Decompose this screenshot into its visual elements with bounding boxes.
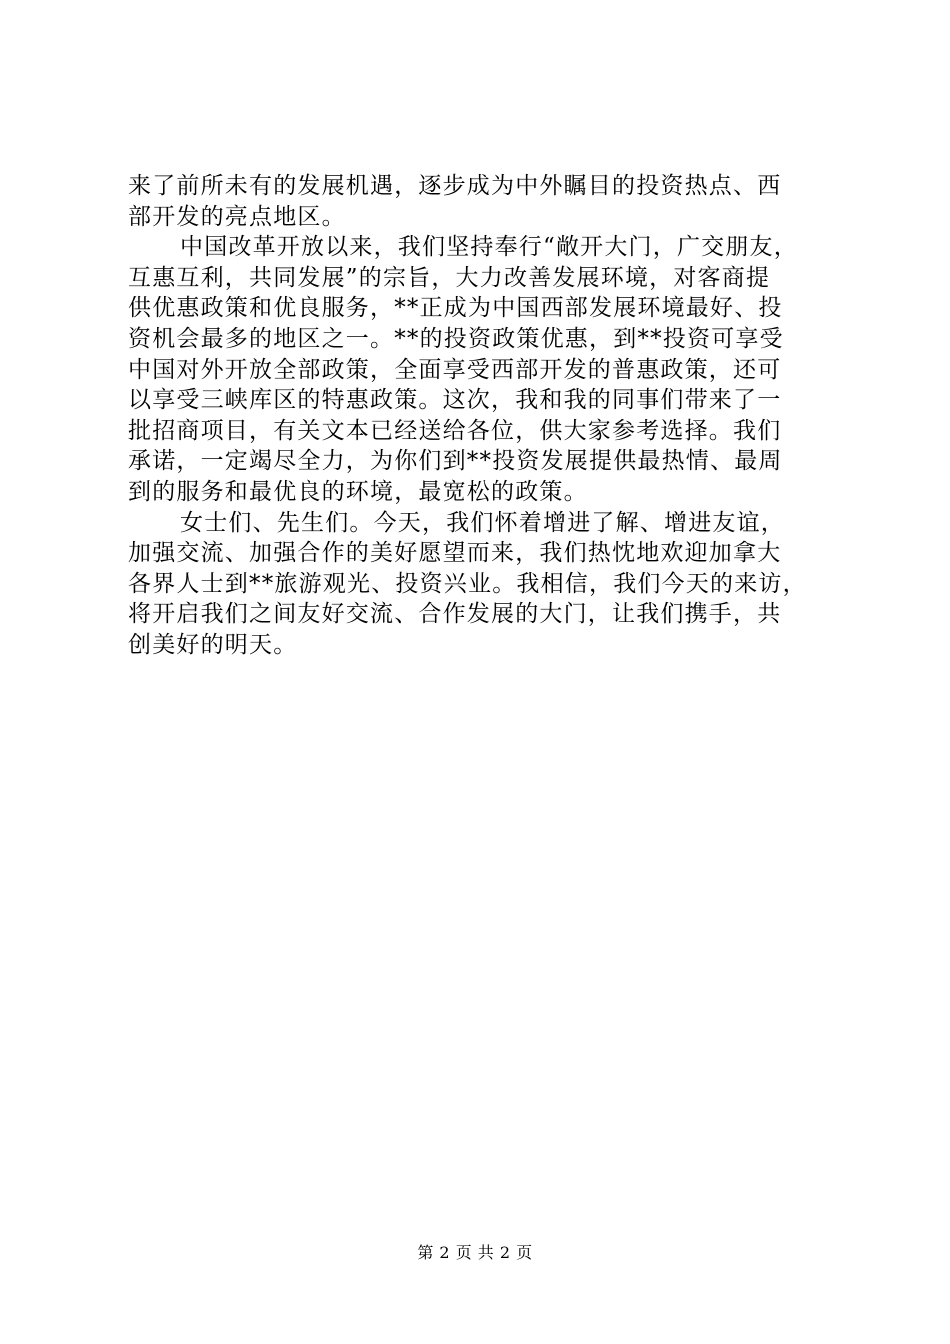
text-line: 来了前所未有的发展机遇，逐步成为中外瞩目的投资热点、西 (128, 173, 782, 199)
text-line: 创美好的明天。 (128, 631, 298, 658)
text-line: 部开发的亮点地区。 (128, 203, 346, 230)
text-line: 中国对外开放全部政策，全面享受西部开发的普惠政策，还可 (128, 356, 782, 383)
page-number-indicator: 第 2 页 共 2 页 (417, 1243, 533, 1262)
text-line: 以享受三峡库区的特惠政策。这次，我和我的同事们带来了一 (128, 387, 782, 414)
paragraph (128, 232, 828, 507)
paragraph (128, 508, 828, 661)
text-line: 将开启我们之间友好交流、合作发展的大门，让我们携手，共 (128, 601, 782, 628)
text-line: 中国改革开放以来，我们坚持奉行“敞开大门，广交朋友， (180, 234, 798, 261)
text-line: 互惠互利，共同发展”的宗旨，大力改善发展环境，对客商提 (128, 264, 771, 291)
text-line: 承诺，一定竭尽全力，为你们到**投资发展提供最热情、最周 (128, 448, 783, 475)
page-footer (0, 1243, 950, 1263)
text-line: 到的服务和最优良的环境，最宽松的政策。 (128, 478, 588, 505)
document-body (128, 171, 828, 661)
paragraph (128, 171, 828, 232)
text-line: 加强交流、加强合作的美好愿望而来，我们热忱地欢迎加拿大 (128, 540, 782, 567)
text-line: 各界人士到**旅游观光、投资兴业。我相信，我们今天的来访， (128, 570, 807, 597)
text-line: 资机会最多的地区之一。**的投资政策优惠，到**投资可享受 (128, 325, 784, 352)
text-line: 批招商项目，有关文本已经送给各位，供大家参考选择。我们 (128, 417, 782, 444)
text-line: 女士们、先生们。今天，我们怀着增进了解、增进友谊， (180, 509, 785, 536)
text-line: 供优惠政策和优良服务，**正成为中国西部发展环境最好、投 (128, 295, 783, 322)
